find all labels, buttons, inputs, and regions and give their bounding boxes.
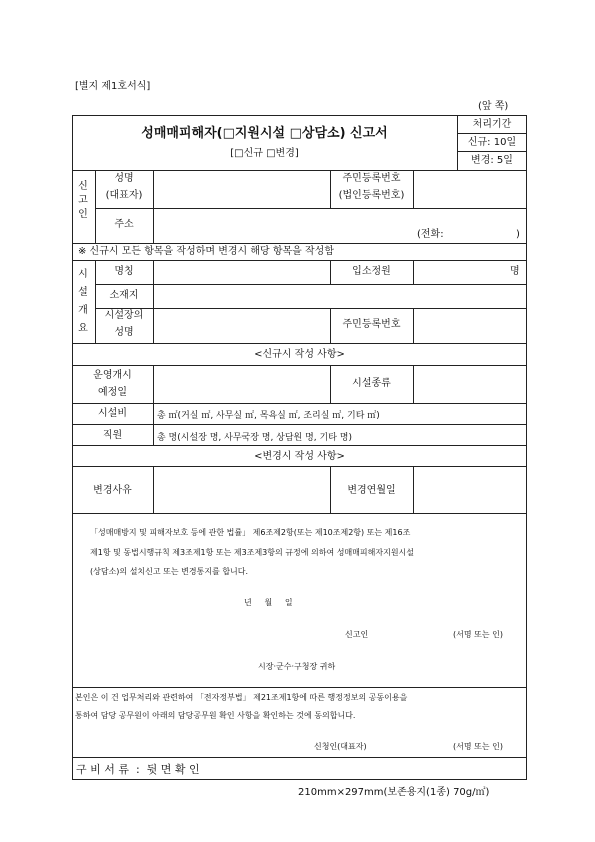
consent-sign-label: (서명 또는 인) bbox=[453, 742, 503, 751]
declaration-addressee: 시장·군수·구청장 귀하 bbox=[258, 662, 336, 671]
reporter-phone-label: (전화: bbox=[417, 229, 444, 240]
reporter-rrn-sublabel: (법인등록번호) bbox=[338, 190, 405, 201]
facility-capacity-unit: 명 bbox=[510, 266, 520, 277]
declaration-reporter-label: 신고인 bbox=[345, 630, 369, 639]
facility-type-label: 시설종류 bbox=[352, 378, 391, 389]
declaration-line3: (상담소)의 설치신고 또는 변경통지를 합니다. bbox=[90, 567, 249, 576]
required-documents: 구 비 서 류 : 뒷 면 확 인 bbox=[76, 763, 200, 776]
staff-text: 총 명(시설장 명, 사무국장 명, 상담원 명, 기타 명) bbox=[157, 433, 352, 443]
declaration-line2: 제1항 및 동법시행규칙 제3조제1항 또는 제3조제3항의 규정에 의하여 성매매피해자지원시설 bbox=[90, 548, 414, 557]
front-page-label: (앞 쪽) bbox=[478, 101, 509, 112]
facility-capacity-label: 입소정원 bbox=[352, 266, 391, 277]
consent-applicant-label: 신청인(대표자) bbox=[314, 742, 367, 751]
form-subtitle: [□신규 □변경] bbox=[230, 148, 299, 159]
equipment-cost-text: 총 ㎡(거실 ㎡, 사무실 ㎡, 목욕실 ㎡, 조리실 ㎡, 기타 ㎡) bbox=[157, 411, 380, 421]
consent-line1: 본인은 이 건 업무처리와 관련하여 「전자정부법」 제21조제1항에 따른 행정정보의 공동이용을 bbox=[75, 693, 408, 702]
facility-head-rrn-label: 주민등록번호 bbox=[342, 319, 401, 330]
reporter-name-label: 성명 bbox=[114, 173, 134, 184]
facility-location-field[interactable] bbox=[154, 285, 526, 307]
processing-period-header: 처리기간 bbox=[472, 119, 512, 130]
staff-label: 직원 bbox=[102, 430, 123, 441]
open-date-label-line2: 예정일 bbox=[98, 387, 127, 398]
form-title: 성매매피해자(□지원시설 □상담소) 신고서 bbox=[141, 126, 388, 141]
paper-spec: 210mm×297mm(보존용지(1종) 70g/㎡) bbox=[298, 787, 490, 798]
new-section-header: <신규시 작성 사항> bbox=[254, 349, 345, 360]
reporter-phone-close: ) bbox=[516, 229, 520, 240]
declaration-date: 년 월 일 bbox=[244, 598, 293, 607]
processing-period-new: 신규: 10일 bbox=[467, 137, 517, 148]
facility-head-label-line2: 성명 bbox=[114, 327, 134, 338]
open-date-label-line1: 운영개시 bbox=[93, 370, 132, 381]
reporter-name-sublabel: (대표자) bbox=[105, 190, 143, 201]
declaration-line1: 「성매매방지 및 피해자보호 등에 관한 법률」 제6조제2항(또는 제10조제2항) 또는 제16조 bbox=[90, 528, 411, 537]
consent-line2: 통하여 담당 공무원이 아래의 담당공무원 확인 사항을 확인하는 것에 동의합니다. bbox=[75, 711, 356, 720]
facility-name-label: 명칭 bbox=[114, 266, 134, 277]
declaration-sign-label: (서명 또는 인) bbox=[453, 630, 503, 639]
reporter-name-field[interactable] bbox=[154, 171, 329, 207]
reporter-rrn-label: 주민등록번호 bbox=[342, 173, 401, 184]
facility-head-label-line1: 시설장의 bbox=[104, 310, 144, 321]
facility-location-label: 소재지 bbox=[109, 290, 139, 301]
equipment-cost-label: 시설비 bbox=[98, 408, 127, 419]
reporter-rrn-field[interactable] bbox=[414, 171, 526, 207]
change-date-label: 변경연월일 bbox=[347, 485, 396, 496]
form-note: ※ 신규시 모든 항목을 작성하며 변경시 해당 항목을 작성함 bbox=[78, 246, 334, 257]
reporter-address-label: 주소 bbox=[114, 219, 134, 230]
reporter-side-label: 신고인 bbox=[78, 181, 88, 220]
facility-side-label: 시설개요 bbox=[78, 269, 88, 334]
change-reason-label: 변경사유 bbox=[93, 485, 132, 496]
reporter-address-field[interactable] bbox=[154, 209, 526, 242]
processing-period-change: 변경: 5일 bbox=[471, 155, 513, 166]
change-section-header: <변경시 작성 사항> bbox=[254, 451, 345, 462]
form-number-label: [별지 제1호서식] bbox=[75, 81, 151, 92]
facility-name-field[interactable] bbox=[154, 261, 329, 283]
